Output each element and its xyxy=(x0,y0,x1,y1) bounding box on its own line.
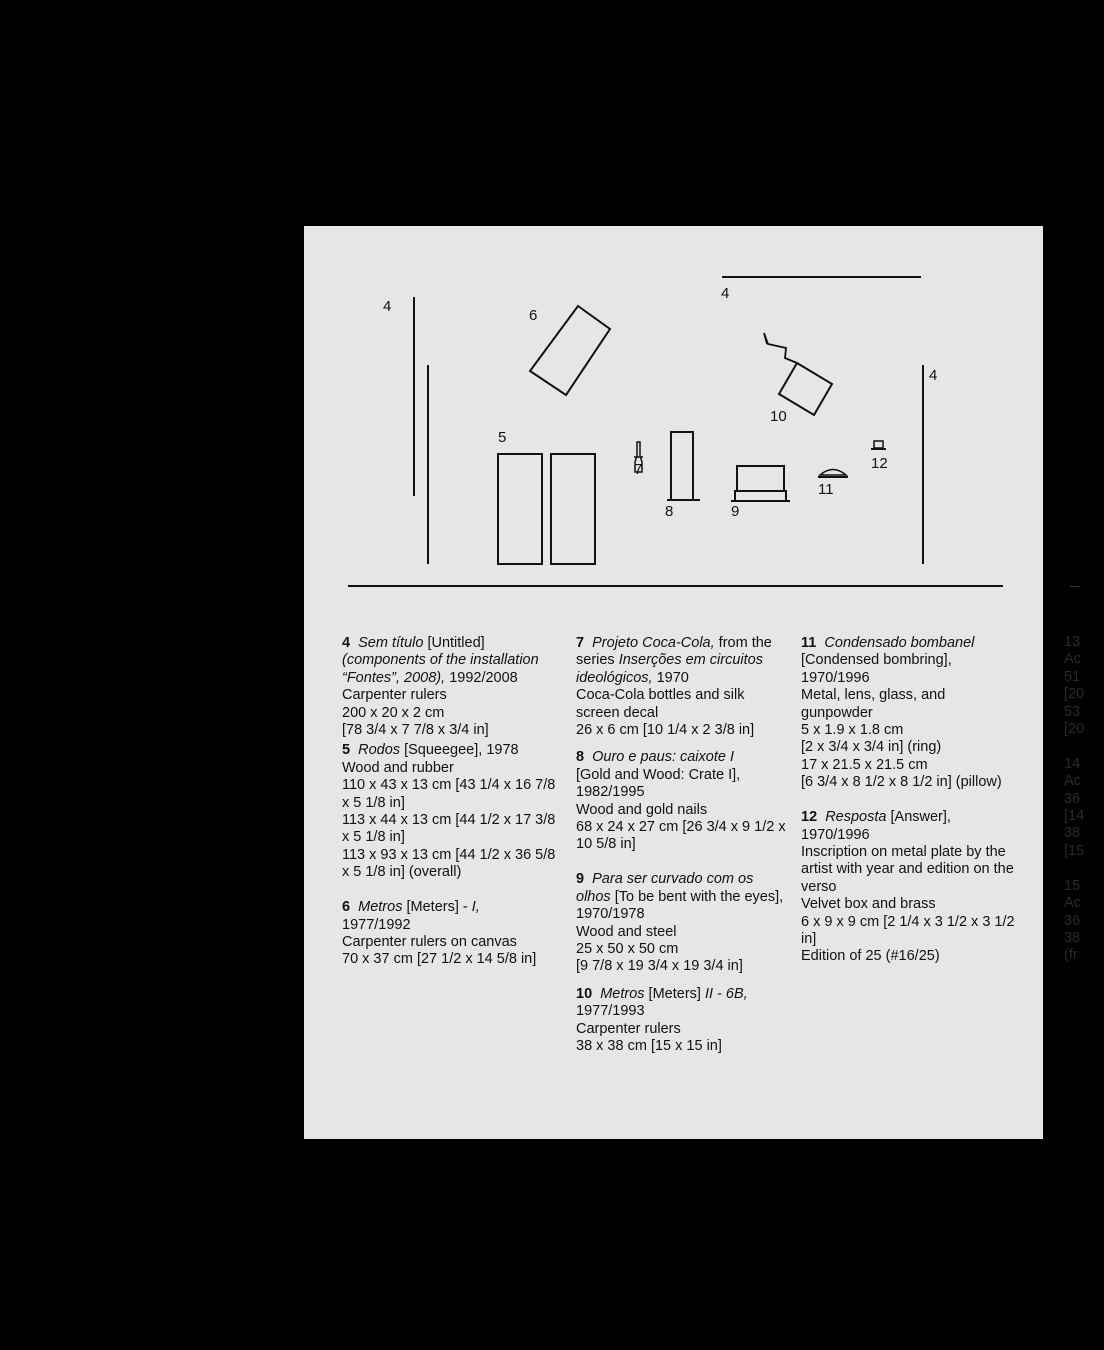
caption-entry xyxy=(576,635,791,739)
adjacent-page-fragment: [14 xyxy=(1064,808,1085,825)
entry-line: 113 x 44 x 13 cm [44 1/2 x 17 3/8 x 5 1/8 in] xyxy=(342,812,556,846)
entry-line: (components of the installation “Fontes”, 2008), xyxy=(342,652,539,686)
artwork-9-base xyxy=(735,491,786,501)
entry-number: 6 xyxy=(342,899,351,916)
entry-title: Ouro e paus: caixote I xyxy=(592,749,734,766)
entry-line: 5 x 1.9 x 1.8 cm xyxy=(801,722,904,739)
adjacent-page-fragment: 15 xyxy=(1064,877,1081,894)
entry-number: 12 xyxy=(801,809,818,826)
caption-column-3 xyxy=(801,635,1017,983)
entry-number: 7 xyxy=(576,635,585,651)
entry-subtitle: [Meters] xyxy=(644,985,705,1002)
entry-subtitle-italic: Inserções em circuitos ideológicos, xyxy=(576,652,763,686)
entry-line: 25 x 50 x 50 cm xyxy=(576,941,679,957)
adjacent-page-fragment: 38 xyxy=(1064,825,1081,842)
artwork-10-outline xyxy=(779,363,832,415)
label-4-top: 4 xyxy=(721,285,730,302)
entry-line: [Condensed bombring], 1970/1996 xyxy=(801,652,952,686)
entry-subtitle: [Squeegee], 1978 xyxy=(400,742,519,759)
entry-subtitle: [Meters] - xyxy=(402,899,472,916)
label-5: 5 xyxy=(498,429,507,446)
entry-line: Carpenter rulers xyxy=(342,687,447,704)
caption-column-1 xyxy=(342,635,557,986)
adjacent-page-fragment: Ac xyxy=(1064,895,1081,912)
entry-line: Wood and steel xyxy=(576,923,677,940)
caption-entry xyxy=(342,635,557,739)
entry-line: Carpenter rulers xyxy=(576,1020,681,1037)
label-11: 11 xyxy=(818,481,834,498)
entry-number: 5 xyxy=(342,742,351,759)
entry-line: 70 x 37 cm [27 1/2 x 14 5/8 in] xyxy=(342,951,537,968)
floor-plan xyxy=(304,226,1043,596)
adjacent-page-fragment: [15 xyxy=(1064,842,1085,859)
entry-line: Wood and gold nails xyxy=(576,801,708,818)
adjacent-page-fragment: Ac xyxy=(1064,651,1081,668)
entry-line: [78 3/4 x 7 7/8 x 3/4 in] xyxy=(342,722,489,739)
entry-line: 68 x 24 x 27 cm [26 3/4 x 9 1/2 x 10 5/8 in] xyxy=(576,819,786,853)
entry-line: Coca-Cola bottles and silk screen decal xyxy=(576,687,745,721)
entry-number: 9 xyxy=(576,871,585,888)
entry-line: [9 7/8 x 19 3/4 x 19 3/4 in] xyxy=(576,958,743,975)
entry-subtitle-italic: II - 6B, xyxy=(704,985,748,1002)
entry-line: [6 3/4 x 8 1/2 x 8 1/2 in] (pillow) xyxy=(801,774,1002,791)
entry-title: Resposta xyxy=(825,809,887,826)
entry-title: Para ser curvado com os olhos xyxy=(576,871,754,905)
entry-line: 110 x 43 x 13 cm [43 1/4 x 16 7/8 x 5 1/8 in] xyxy=(342,777,556,811)
label-10: 10 xyxy=(770,408,787,425)
adjacent-page-fragment: (fr xyxy=(1064,947,1078,964)
entry-line: [2 x 3/4 x 3/4 in] (ring) xyxy=(801,739,942,756)
entry-line: 1977/1992 xyxy=(342,916,411,933)
entry-line: Metal, lens, glass, and gunpowder xyxy=(801,687,946,721)
adjacent-page-fragment: 13 xyxy=(1064,634,1081,650)
entry-line: Velvet box and brass xyxy=(801,896,936,913)
entry-line: 113 x 93 x 13 cm [44 1/2 x 36 5/8 x 5 1/8 in] (overall) xyxy=(342,846,556,881)
artwork-11-outline xyxy=(820,470,846,476)
entry-line: 200 x 20 x 2 cm xyxy=(342,704,445,721)
entry-title: Projeto Coca-Cola, xyxy=(592,635,715,651)
artwork-9-box xyxy=(737,466,784,491)
adjacent-page-fragment: 53 xyxy=(1064,703,1081,720)
adjacent-page-fragment xyxy=(1064,860,1104,877)
adjacent-page-fragment: [20 xyxy=(1064,686,1085,703)
artwork-8-outline xyxy=(671,432,693,500)
entry-number: 4 xyxy=(342,635,351,651)
adjacent-page-fragment: [20 xyxy=(1064,721,1085,738)
entry-subtitle-italic: I, xyxy=(471,899,480,916)
entry-line: Edition of 25 (#16/25) xyxy=(801,948,940,965)
label-4-right: 4 xyxy=(929,367,938,384)
caption-entry xyxy=(801,635,1017,792)
entry-subtitle: 1970 xyxy=(652,669,689,686)
adjacent-page-fragment: 38 xyxy=(1064,929,1081,946)
caption-entry xyxy=(342,899,557,969)
adjacent-page-fragment: 14 xyxy=(1064,755,1081,772)
entry-title: Metros xyxy=(600,985,645,1002)
entry-subtitle: from the series xyxy=(576,635,772,669)
entry-line: [Gold and Wood: Crate I], 1982/1995 xyxy=(576,766,741,801)
entry-number: 10 xyxy=(576,985,593,1002)
entry-subtitle: [To be bent with the eyes], 1970/1978 xyxy=(576,888,784,923)
label-7: 7 xyxy=(634,461,643,478)
entry-subtitle: [Untitled] xyxy=(423,635,485,651)
caption-entry xyxy=(801,809,1017,966)
label-8: 8 xyxy=(665,503,674,520)
entry-line: 1977/1993 xyxy=(576,1003,645,1020)
entry-subtitle: [Answer], 1970/1996 xyxy=(801,809,951,843)
entry-line: 17 x 21.5 x 21.5 cm xyxy=(801,756,928,773)
entry-line: 6 x 9 x 9 cm [2 1/4 x 3 1/2 x 3 1/2 in] xyxy=(801,913,1015,947)
entry-line: Wood and rubber xyxy=(342,759,454,776)
artwork-12-outline xyxy=(874,441,883,448)
catalog-page xyxy=(304,226,1043,1139)
adjacent-page-fragment: Ac xyxy=(1064,773,1081,790)
adjacent-page-fragment: 36 xyxy=(1064,790,1081,807)
entry-number: 11 xyxy=(801,635,817,651)
entry-title: Metros xyxy=(358,899,403,916)
entry-number: 8 xyxy=(576,749,585,766)
adjacent-page-fragment: 36 xyxy=(1064,912,1081,929)
caption-entry xyxy=(576,749,791,853)
label-4-left: 4 xyxy=(383,298,392,315)
caption-entry xyxy=(576,871,791,975)
caption-column-2 xyxy=(576,635,791,1073)
label-6: 6 xyxy=(529,307,538,324)
artwork-5-right-outline xyxy=(551,454,595,564)
artwork-10-zigzag xyxy=(764,333,797,363)
artwork-5-left-outline xyxy=(498,454,542,564)
label-9: 9 xyxy=(731,503,740,520)
adjacent-page-fragment xyxy=(1064,738,1104,755)
label-12: 12 xyxy=(871,455,888,472)
caption-entry xyxy=(342,742,557,881)
entry-line: 38 x 38 cm [15 x 15 in] xyxy=(576,1038,722,1055)
entry-title: Rodos xyxy=(358,742,401,759)
adjacent-page-line xyxy=(1070,586,1080,587)
entry-line: Carpenter rulers on canvas xyxy=(342,934,517,950)
entry-title: Condensado bombanel xyxy=(824,635,975,651)
entry-line: 1992/2008 xyxy=(445,669,518,686)
entry-line: 26 x 6 cm [10 1/4 x 2 3/8 in] xyxy=(576,722,755,739)
adjacent-page-text xyxy=(1064,634,1104,965)
entry-line: Inscription on metal plate by the artist with year and edition on the verso xyxy=(801,843,1014,895)
entry-title: Sem título xyxy=(358,635,424,651)
adjacent-page-fragment: 51 xyxy=(1064,668,1081,685)
artwork-6-outline xyxy=(530,306,610,395)
caption-entry xyxy=(576,986,791,1056)
